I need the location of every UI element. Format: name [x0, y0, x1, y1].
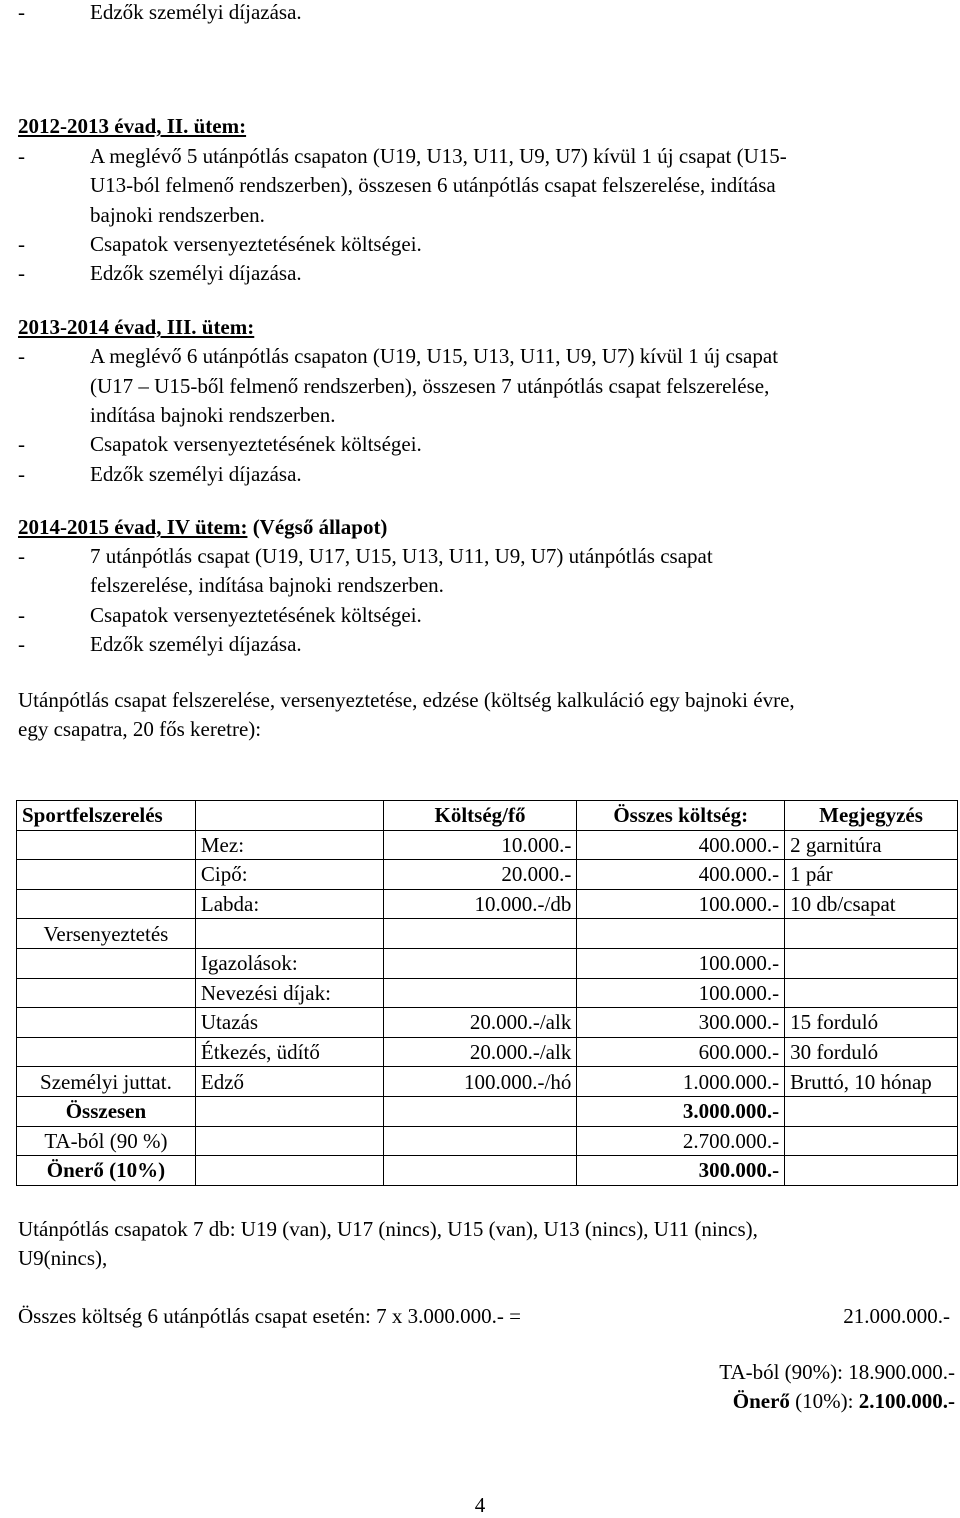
table-header: Költség/fő	[383, 801, 577, 831]
table-header-row	[17, 801, 958, 831]
list-item: - Csapatok versenyeztetésének költségei.	[18, 432, 422, 456]
paragraph-line: U9(nincs),	[18, 1246, 108, 1270]
list-item-continuation: indítása bajnoki rendszerben.	[90, 403, 336, 427]
section-heading: 2014-2015 évad, IV ütem: (Végső állapot)	[18, 515, 388, 539]
table-header: Sportfelszerelés	[17, 801, 196, 831]
table-header: Megjegyzés	[785, 801, 958, 831]
cost-table	[16, 800, 958, 1186]
list-item-continuation: (U17 – U15-ből felmenő rendszerben), összesen 7 utánpótlás csapat felszerelése,	[90, 374, 770, 398]
list-item: - Csapatok versenyeztetésének költségei.	[18, 232, 422, 256]
table-row: Nevezési díjak: 100.000.-	[17, 978, 958, 1008]
table-row: Utazás 20.000.-/alk 300.000.- 15 forduló	[17, 1008, 958, 1038]
table-row: Személyi juttat. Edző 100.000.-/hó 1.000.000.- Bruttó, 10 hónap	[17, 1067, 958, 1097]
list-item-continuation: bajnoki rendszerben.	[90, 203, 265, 227]
table-row: Igazolások: 100.000.-	[17, 948, 958, 978]
table-total-row: Összesen 3.000.000.-	[17, 1096, 958, 1126]
table-row: Mez: 10.000.- 400.000.- 2 garnitúra	[17, 830, 958, 860]
list-item: - Edzők személyi díjazása.	[18, 261, 302, 285]
list-item: - Edzők személyi díjazása.	[18, 0, 302, 24]
table-total-row: Önerő (10%) 300.000.-	[17, 1156, 958, 1186]
paragraph-line: Utánpótlás csapatok 7 db: U19 (van), U17 (nincs), U15 (van), U13 (nincs), U11 (nincs),	[18, 1217, 758, 1241]
list-item: - A meglévő 5 utánpótlás csapaton (U19, U13, U11, U9, U7) kívül 1 új csapat (U15-	[18, 144, 787, 168]
list-item-continuation: felszerelése, indítása bajnoki rendszerben.	[90, 573, 444, 597]
list-item: - 7 utánpótlás csapat (U19, U17, U15, U13, U11, U9, U7) utánpótlás csapat	[18, 544, 713, 568]
page-number: 4	[474, 1493, 486, 1517]
section-heading: 2013-2014 évad, III. ütem:	[18, 315, 255, 339]
paragraph-line: egy csapatra, 20 fős keretre):	[18, 717, 262, 741]
table-row: Labda: 10.000.-/db 100.000.- 10 db/csapat	[17, 889, 958, 919]
ta-line: TA-ból (90%): 18.900.000.-	[719, 1360, 955, 1384]
list-item: - A meglévő 6 utánpótlás csapaton (U19, U15, U13, U11, U9, U7) kívül 1 új csapat	[18, 344, 779, 368]
total-cost-label: Összes költség 6 utánpótlás csapat esetén: 7 x 3.000.000.- =	[18, 1304, 521, 1328]
table-header: Összes költség:	[577, 801, 785, 831]
table-header	[195, 801, 383, 831]
total-cost-value: 21.000.000.-	[843, 1304, 950, 1328]
table-row: Versenyeztetés	[17, 919, 958, 949]
table-row: Cipő: 20.000.- 400.000.- 1 pár	[17, 860, 958, 890]
list-item: - Csapatok versenyeztetésének költségei.	[18, 603, 422, 627]
list-item: - Edzők személyi díjazása.	[18, 462, 302, 486]
paragraph-line: Utánpótlás csapat felszerelése, versenyeztetése, edzése (költség kalkuláció egy bajnoki évre,	[18, 688, 795, 712]
list-item: - Edzők személyi díjazása.	[18, 632, 302, 656]
list-item-continuation: U13-ból felmenő rendszerben), összesen 6 utánpótlás csapat felszerelése, indítása	[90, 173, 776, 197]
table-row: Étkezés, üdítő 20.000.-/alk 600.000.- 30 forduló	[17, 1037, 958, 1067]
section-heading: 2012-2013 évad, II. ütem:	[18, 114, 247, 138]
table-total-row: TA-ból (90 %) 2.700.000.-	[17, 1126, 958, 1156]
item-text: Edzők személyi díjazása.	[90, 0, 302, 24]
oneresz-line: Önerő (10%): 2.100.000.-	[732, 1389, 955, 1413]
